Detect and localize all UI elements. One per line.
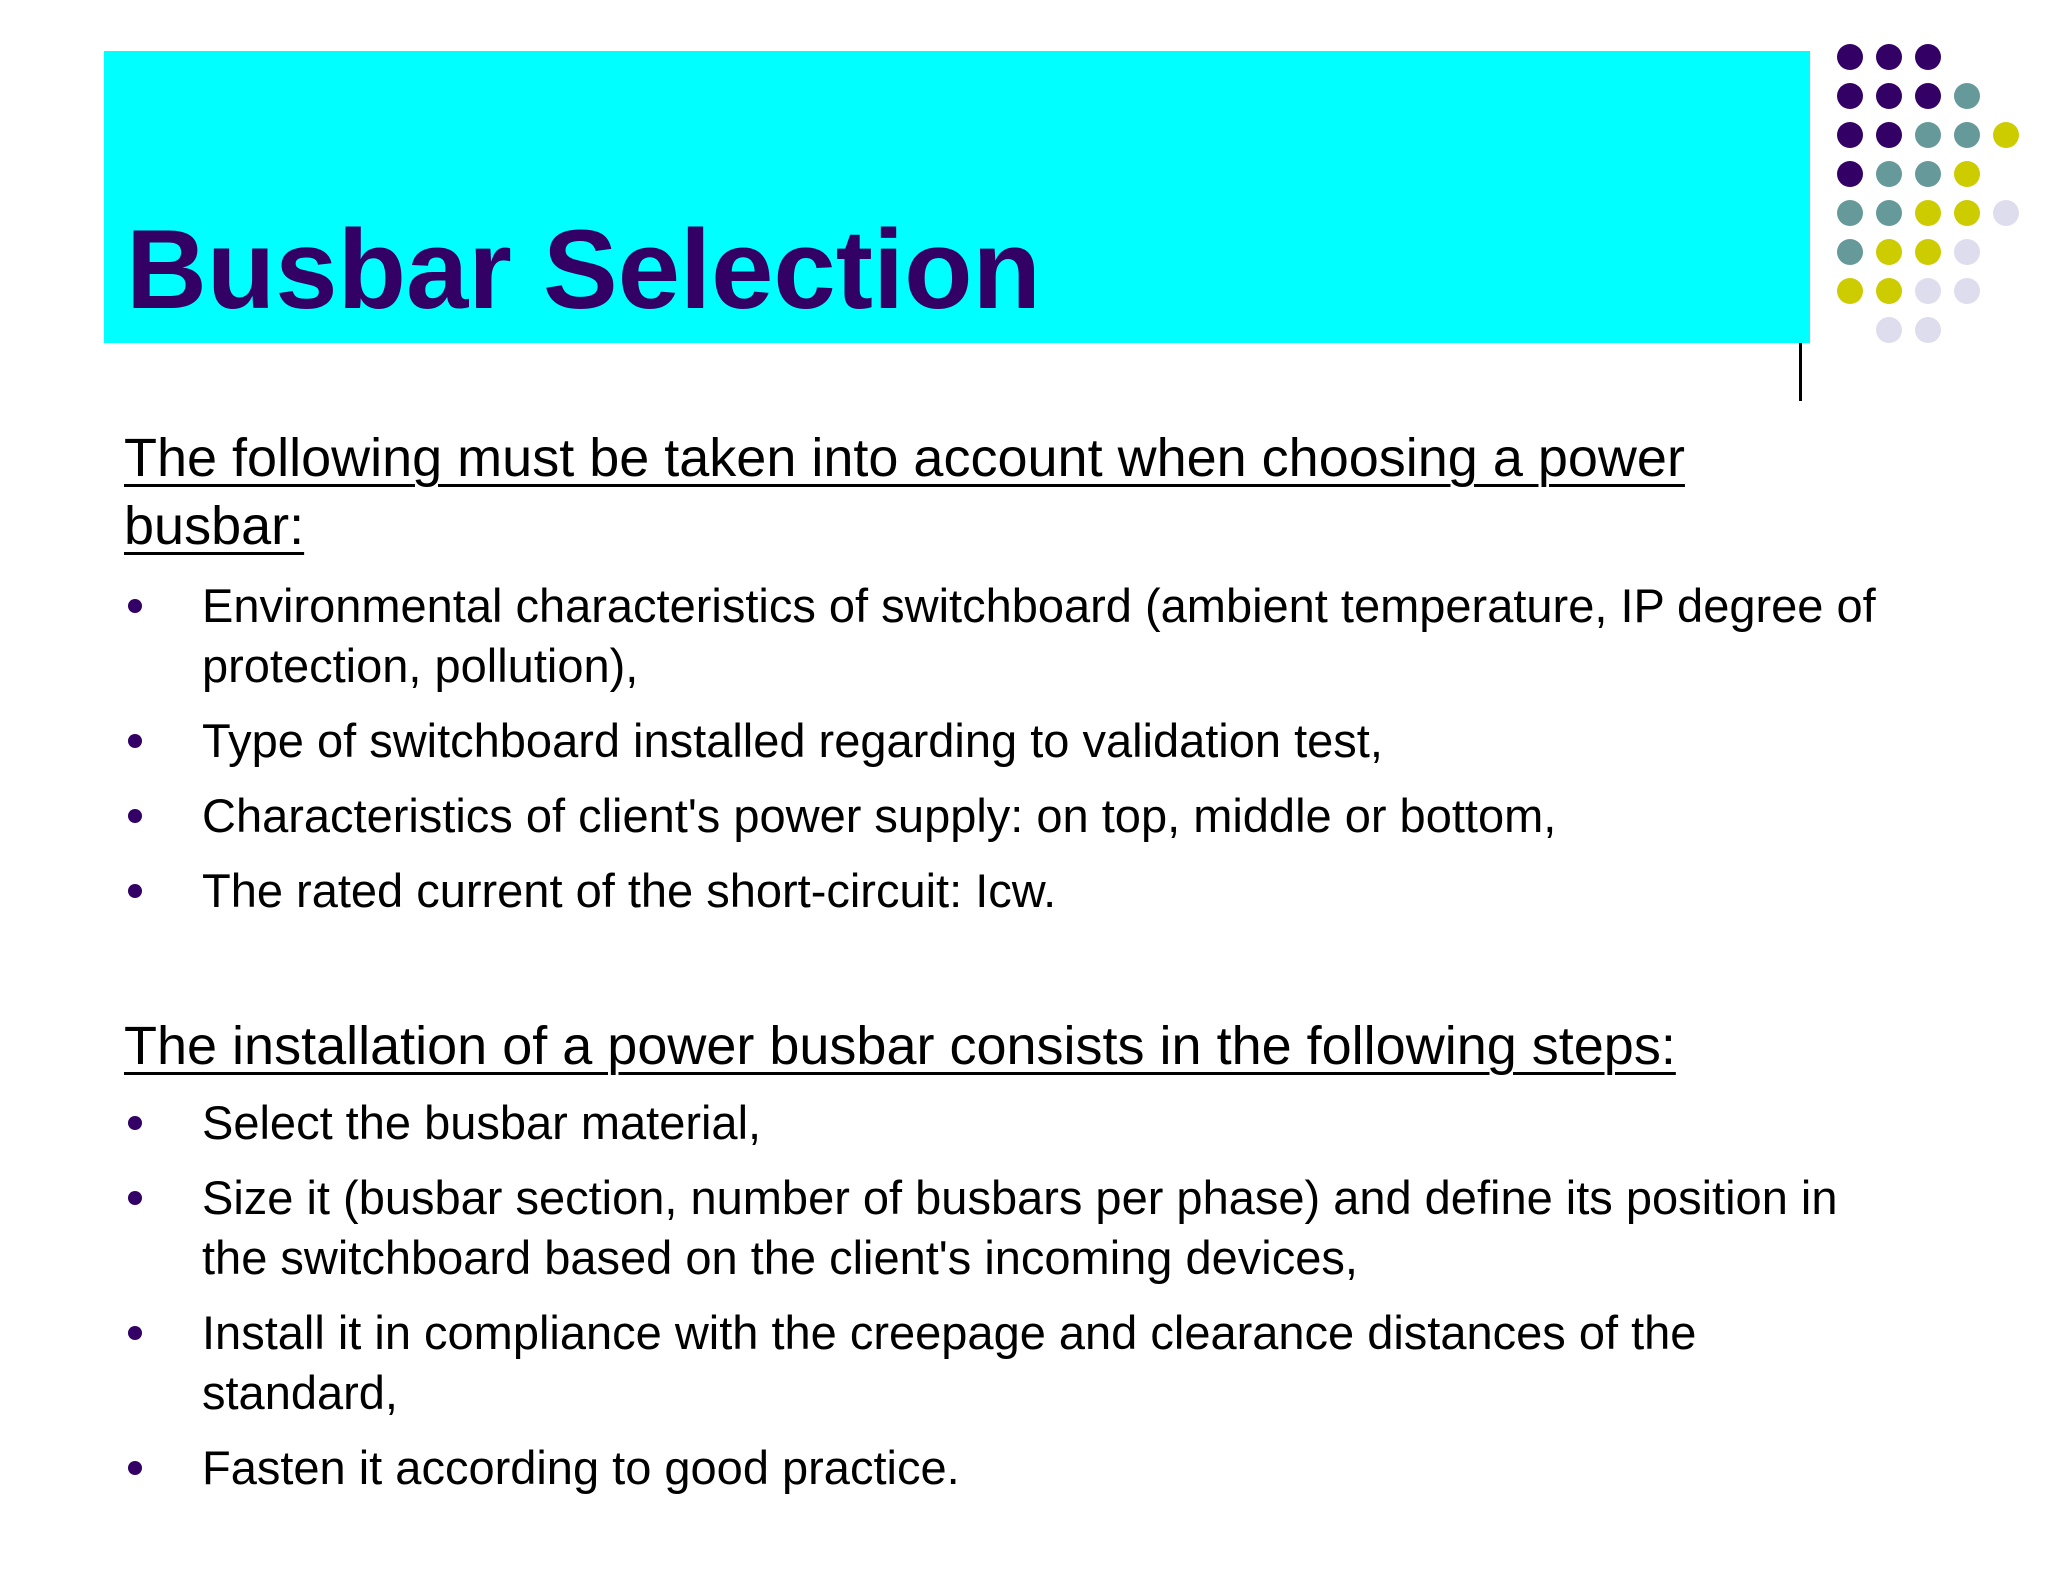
section-heading-considerations: The following must be taken into account when choosing a power busbar:	[124, 428, 1685, 556]
decorative-dot	[1954, 83, 1980, 109]
decorative-dot	[1915, 200, 1941, 226]
decorative-dot	[1915, 278, 1941, 304]
list-item	[124, 711, 1884, 771]
bullet-icon	[128, 599, 142, 613]
decorative-dot	[1837, 161, 1863, 187]
list-item	[124, 1303, 1884, 1423]
decorative-dot	[1954, 161, 1980, 187]
decorative-dot	[1876, 278, 1902, 304]
decorative-dot	[1837, 239, 1863, 265]
decorative-dot	[1876, 317, 1902, 343]
decorative-dot	[1993, 122, 2019, 148]
bullet-icon	[128, 734, 142, 748]
list-item-text: Characteristics of client's power supply: on top, middle or bottom,	[202, 789, 1557, 842]
decorative-dot	[1954, 239, 1980, 265]
decorative-dot	[1876, 122, 1902, 148]
list-item	[124, 786, 1884, 846]
considerations-list	[124, 576, 1884, 936]
bullet-icon	[128, 809, 142, 823]
decorative-dot	[1876, 161, 1902, 187]
decorative-dot	[1915, 239, 1941, 265]
decorative-dot	[1954, 122, 1980, 148]
list-item-text: Type of switchboard installed regarding to validation test,	[202, 714, 1383, 767]
decorative-dot	[1837, 44, 1863, 70]
decorative-dot	[1837, 200, 1863, 226]
installation-steps-list	[124, 1093, 1884, 1513]
decorative-dot	[1837, 122, 1863, 148]
decorative-dot	[1876, 200, 1902, 226]
decorative-dot	[1915, 317, 1941, 343]
bullet-icon	[128, 1326, 142, 1340]
title-divider-line	[1799, 343, 1802, 401]
decorative-dot	[1954, 200, 1980, 226]
bullet-icon	[128, 1191, 142, 1205]
decorative-dot	[1954, 278, 1980, 304]
list-item-text: Environmental characteristics of switchboard (ambient temperature, IP degree of protection, pollution),	[202, 579, 1876, 692]
decorative-dot	[1915, 44, 1941, 70]
section-heading-installation-steps: The installation of a power busbar consists in the following steps:	[124, 1016, 1676, 1076]
bullet-icon	[128, 1116, 142, 1130]
decorative-dot	[1837, 83, 1863, 109]
decorative-dot	[1993, 200, 2019, 226]
slide-title: Busbar Selection	[126, 207, 1041, 332]
list-item-text: The rated current of the short-circuit: Icw.	[202, 864, 1057, 917]
list-item-text: Fasten it according to good practice.	[202, 1441, 960, 1494]
list-item	[124, 576, 1884, 696]
decorative-dot	[1876, 239, 1902, 265]
list-item	[124, 1093, 1884, 1153]
list-item-text: Size it (busbar section, number of busbars per phase) and define its position in the switchboard based on the client's incoming devices,	[202, 1171, 1838, 1284]
list-item	[124, 1438, 1884, 1498]
decorative-dot	[1876, 83, 1902, 109]
bullet-icon	[128, 884, 142, 898]
list-item-text: Install it in compliance with the creepage and clearance distances of the standard,	[202, 1306, 1697, 1419]
bullet-icon	[128, 1461, 142, 1475]
decorative-dot	[1915, 83, 1941, 109]
list-item-text: Select the busbar material,	[202, 1096, 762, 1149]
decorative-dot	[1876, 44, 1902, 70]
decorative-dot	[1837, 278, 1863, 304]
decorative-dot	[1915, 161, 1941, 187]
list-item	[124, 1168, 1884, 1288]
list-item	[124, 861, 1884, 921]
decorative-dot	[1915, 122, 1941, 148]
